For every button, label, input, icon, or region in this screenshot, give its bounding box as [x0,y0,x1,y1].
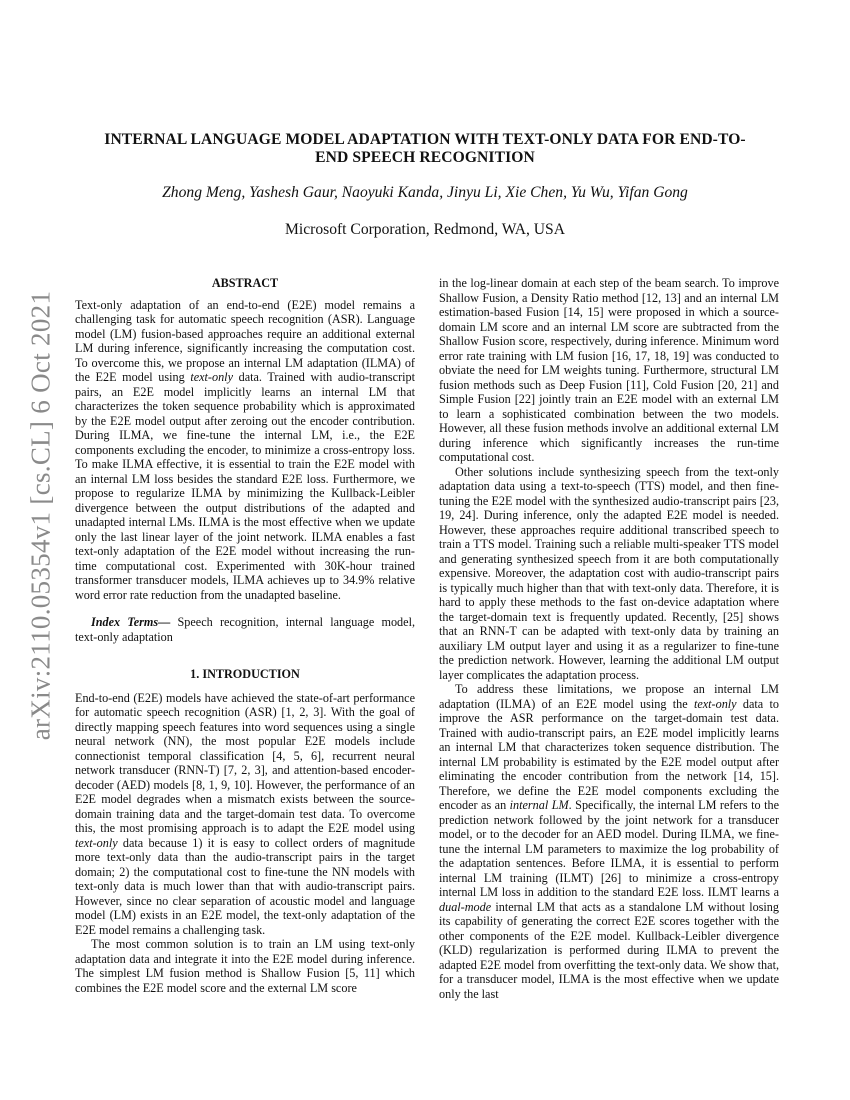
arxiv-identifier [17,280,65,750]
affiliation: Microsoft Corporation, Redmond, WA, USA [285,221,565,238]
intro-p1-emphasis: text-only [75,835,118,850]
intro-p1-text-2: data because 1) it is easy to collect orders of magnitude more text-only data than the audio-transcript pairs in the target domain; 2) the computational cost to fine-tune the NN models with text-only data is much lower than that with audio-transcript pairs. However, since no clear separation of acoustic model and language model (LM) exists in an E2E model, the text-only adaptation of the E2E model remains a challenging task. [75,835,415,937]
intro-p4-text-4: internal LM that acts as a standalone LM without losing its capability of generating the correct E2E scores together with the other components of the E2E model. Kullback-Leibler divergence (KLD) regularization is performed during ILMA to prevent the adapted E2E model from overfitting the text-only data. We show that, for a transducer model, ILMA is the most effective when we update only the last [439,899,779,1001]
abstract-heading: ABSTRACT [211,276,279,290]
abstract-body [75,298,415,603]
abstract-text-2: data. Trained with audio-transcript pairs, an E2E model implicitly learns an internal LM that characterizes the token sequence probability which is approximated by the E2E model output after zeroing out the encoder contribution. During ILMA, we fine-tune the internal LM, i.e., the E2E components excluding the encoder, to minimize a cross-entropy loss. To make ILMA effective, it is essential to train the E2E model with an internal LM loss besides the standard E2E loss. Furthermore, we propose to regularize ILMA by minimizing the Kullback-Leibler divergence between the output distributions of the adapted and unadapted internal LMs. ILMA is the most effective when we update only the last linear layer of the joint network. ILMA enables a fast text-only adaptation of the E2E model without increasing the run-time computational cost. Experimented with 30K-hour trained transformer transducer models, ILMA achieves up to 34.9% relative word error rate reduction from the unadapted baseline. [75,370,415,602]
author-list: Zhong Meng, Yashesh Gaur, Naoyuki Kanda, Jinyu Li, Xie Chen, Yu Wu, Yifan Gong [162,184,688,201]
intro-paragraph-1 [75,691,415,938]
abstract-text-1: Text-only adaptation of an end-to-end (E2E) model remains a challenging task for automatic speech recognition (ASR). Language model (LM) fusion-based approaches require an additional external LM during inference, significantly increasing the computation cost. To overcome this, we propose an internal LM adaptation (ILMA) of the E2E model using [75,297,415,384]
index-terms-text: Speech recognition, internal language model, text-only adaptation [75,615,415,644]
intro-p1-text-1: End-to-end (E2E) models have achieved the state-of-art performance for automatic speech recognition (ASR) [1, 2, 3]. With the goal of directly mapping speech features into word sequences using a single neural network (NN), the most popular E2E models include connectionist temporal classification [4, 5, 6], recurrent neural network transducer (RNN-T) [7, 2, 3], and attention-based encoder-decoder (AED) models [8, 1, 9, 10]. However, the performance of an E2E model degrades when a mismatch exists between the source-domain training data and the target-domain test data. To overcome this, the most promising approach is to adapt the E2E model using [75,690,415,835]
right-column [439,276,779,1001]
paper-title: INTERNAL LANGUAGE MODEL ADAPTATION WITH TEXT-ONLY DATA FOR END-TO-END SPEECH RECOGNITION [104,131,746,166]
intro-p4-emphasis-2: internal LM [509,798,569,812]
index-terms-label: Index Terms— [91,615,171,629]
intro-p4-text-2: data to improve the ASR performance on the target-domain test data. Trained with audio-transcript pairs, an E2E model implicitly learns an internal LM that characterizes token sequence distribution. The internal LM probability is estimated by the E2E model output after eliminating the encoder contribution from the network [14, 15]. Therefore, we define the E2E model components excluding the encoder as an [439,696,780,812]
intro-p4-text-1: To address these limitations, we propose an internal LM adaptation (ILMA) of an E2E model using the [439,682,779,711]
introduction-heading: 1. INTRODUCTION [190,667,300,681]
index-terms [75,615,415,644]
left-column [75,276,415,995]
intro-paragraph-2-continued: in the log-linear domain at each step of the beam search. To improve Shallow Fusion, a Density Ratio method [12, 13] and an internal LM estimation-based Fusion [14, 15] were proposed in which a source-domain LM score and an internal LM score are subtracted from the Shallow Fusion score, respectively, during inference. Minimum word error rate training with LM fusion [16, 17, 18, 19] was conducted to obviate the need for LM weights tuning. Furthermore, structural LM fusion methods such as Deep Fusion [11], Cold Fusion [20, 21] and Simple Fusion [22] jointly train an E2E model with an external LM to learn a sophisticated combination between the two models. However, all these fusion methods involve an additional external LM during inference which significantly increases the run-time computational cost. [439,276,779,464]
intro-paragraph-2: The most common solution is to train an LM using text-only adaptation data and integrate it into the E2E model during inference. The simplest LM fusion method is Shallow Fusion [5, 11] which combines the E2E model score and the external LM score [75,937,415,995]
intro-paragraph-4 [439,682,779,1001]
arxiv-id-text: arXiv:2110.05354v1 [cs.CL] 6 Oct 2021 [25,290,56,740]
intro-p4-emphasis-3: dual-mode [439,899,492,914]
intro-p4-emphasis-1: text-only [693,696,737,711]
intro-paragraph-3: Other solutions include synthesizing speech from the text-only adaptation data using a text-to-speech (TTS) model, and then fine-tuning the E2E model with the synthesized audio-transcript pairs [23, 19, 24]. During inference, only the adapted E2E model is needed. However, these approaches require additional transcribed speech to train a TTS model. Training such a reliable multi-speaker TTS model and generating synthesized speech from it are both computationally expensive. Moreover, the adaptation cost with audio-transcript pairs is typically much higher than that with text-only data. Therefore, it is hard to apply these methods to the fast on-device adaptation where the target-domain text is frequently updated. Recently, [25] shows that an RNN-T can be adapted with text-only data by training an auxiliary LM output layer and using it as a regularizer to fine-tune the prediction network. However, learning the additional LM output layer complicates the adaptation process. [439,464,779,682]
abstract-emphasis: text-only [190,370,233,384]
intro-p4-text-3: . Specifically, the internal LM refers to the prediction network followed by the joint network for a transducer model, or to the decoder for an AED model. During ILMA, we fine-tune the internal LM parameters to maximize the log probability of the adaptation sentences. Before ILMA, it is essential to perform internal LM training (ILMT) [26] to minimize a cross-entropy internal LM loss in addition to the standard E2E loss. ILMT learns a [439,798,779,899]
